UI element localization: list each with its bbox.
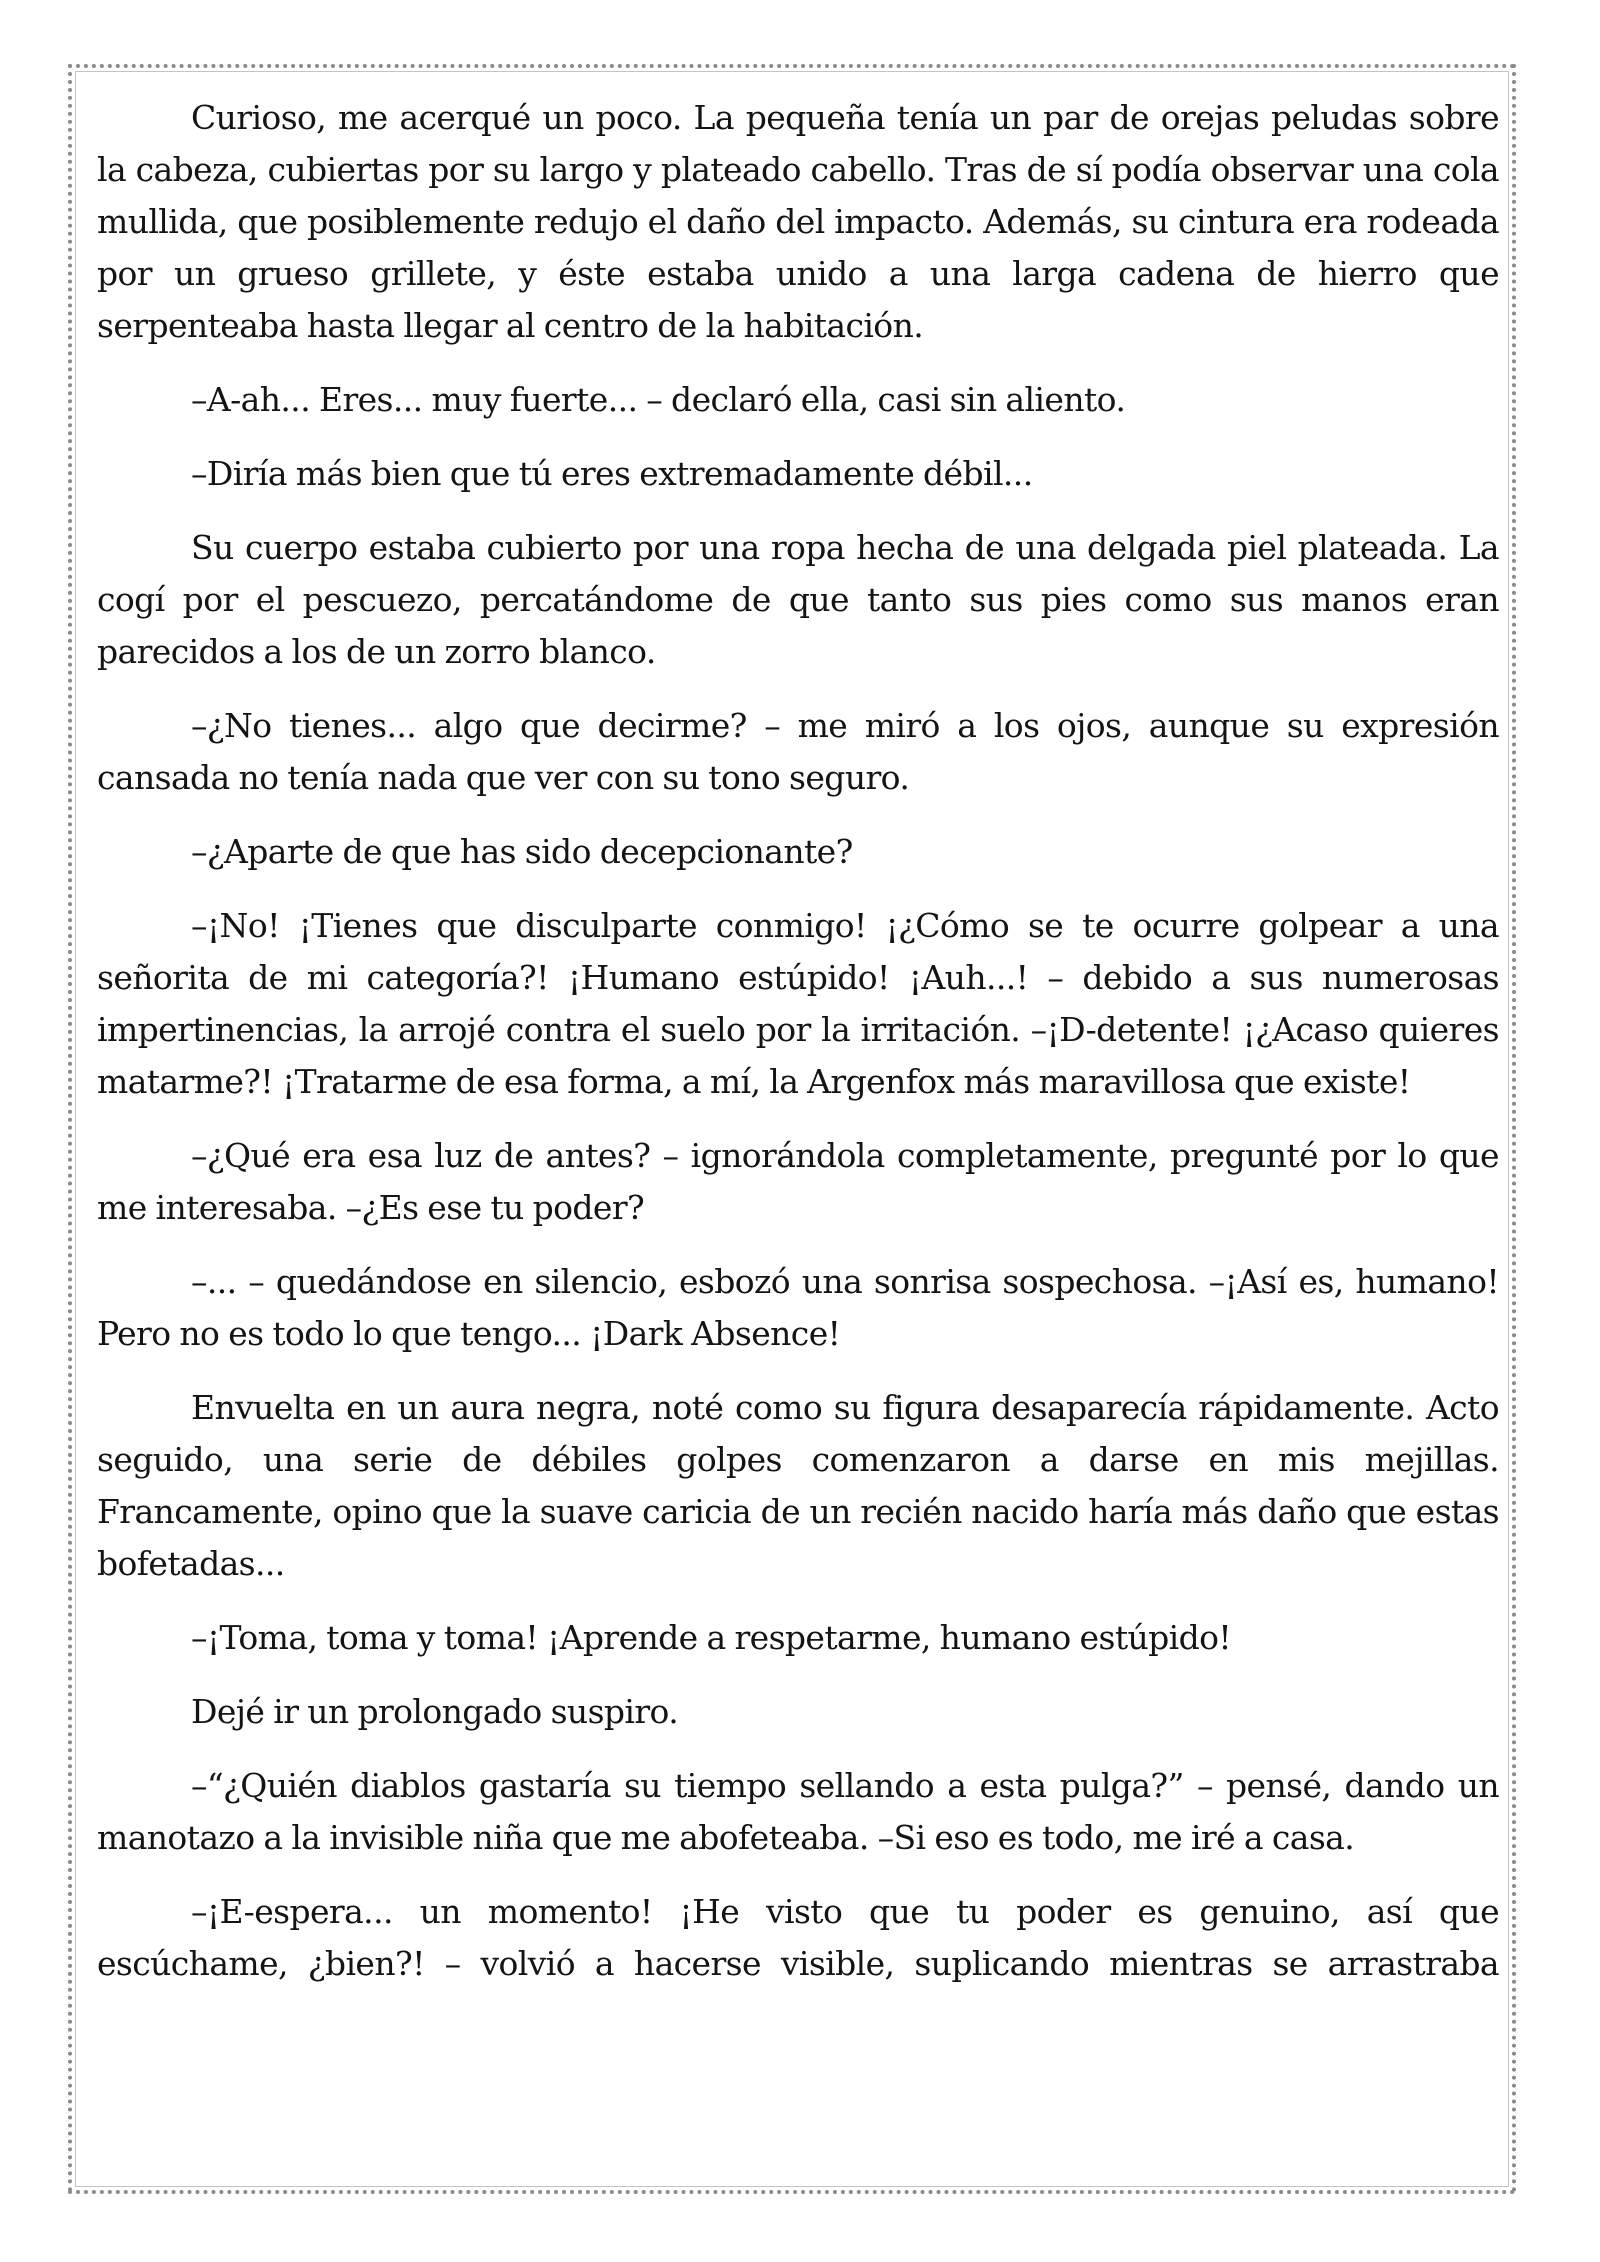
paragraph-continued: –¡E-espera... un momento! ¡He visto que tu poder es genuino, así que escúchame, ¿bien?! – volvió a hacerse visible, suplicando mientras se arrastraba (97, 1892, 1499, 1983)
paragraph: –... – quedándose en silencio, esbozó una sonrisa sospechosa. –¡Así es, humano! Pero no es todo lo que tengo... ¡Dark Absence! (97, 1262, 1499, 1353)
paragraph: –Diría más bien que tú eres extremadamente débil... (191, 454, 1033, 493)
paragraph: –“¿Quién diablos gastaría su tiempo sellando a esta pulga?” – pensé, dando un manotazo a la invisible niña que me abofeteaba. –Si eso es todo, me iré a casa. (97, 1766, 1499, 1857)
paragraph: –¿Aparte de que has sido decepcionante? (191, 832, 853, 871)
document-body (97, 92, 1499, 2012)
paragraph: Curioso, me acerqué un poco. La pequeña tenía un par de orejas peludas sobre la cabeza, cubiertas por su largo y plateado cabello. Tras de sí podía observar una cola mullida, que posiblemente redujo el daño del impacto. Además, su cintura era rodeada por un grueso grillete, y éste estaba unido a una larga cadena de hierro que serpenteaba hasta llegar al centro de la habitación. (97, 98, 1499, 345)
paragraph: Su cuerpo estaba cubierto por una ropa hecha de una delgada piel plateada. La cogí por el pescuezo, percatándome de que tanto sus pies como sus manos eran parecidos a los de un zorro blanco. (97, 528, 1499, 671)
paragraph: –¡No! ¡Tienes que disculparte conmigo! ¡¿Cómo se te ocurre golpear a una señorita de mi categoría?! ¡Humano estúpido! ¡Auh...! – debido a sus numerosas impertinencias, la arrojé contra el suelo por la irritación. –¡D-detente! ¡¿Acaso quieres matarme?! ¡Tratarme de esa forma, a mí, la Argenfox más maravillosa que existe! (97, 906, 1499, 1101)
paragraph: –¿Qué era esa luz de antes? – ignorándola completamente, pregunté por lo que me interesaba. –¿Es ese tu poder? (97, 1136, 1499, 1227)
paragraph: Envuelta en un aura negra, noté como su figura desaparecía rápidamente. Acto seguido, una serie de débiles golpes comenzaron a darse en mis mejillas. Francamente, opino que la suave caricia de un recién nacido haría más daño que estas bofetadas... (97, 1388, 1499, 1583)
paragraph: –A-ah... Eres... muy fuerte... – declaró ella, casi sin aliento. (191, 380, 1126, 419)
paragraph: Dejé ir un prolongado suspiro. (191, 1692, 679, 1731)
paragraph: –¿No tienes... algo que decirme? – me miró a los ojos, aunque su expresión cansada no tenía nada que ver con su tono seguro. (97, 706, 1499, 797)
paragraph: –¡Toma, toma y toma! ¡Aprende a respetarme, humano estúpido! (191, 1618, 1232, 1657)
